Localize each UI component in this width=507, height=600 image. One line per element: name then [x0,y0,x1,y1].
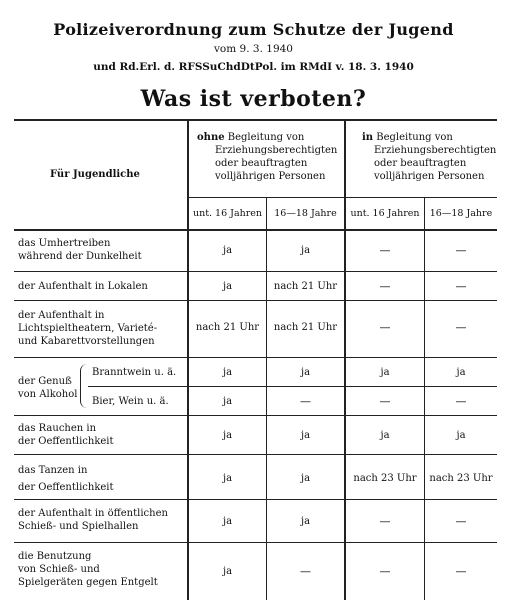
document-title: Polizeiverordnung zum Schutze der Jugend [53,20,454,39]
row-label: das Rauchen in der Oeffentlichkeit [18,423,114,447]
table-cell: — [455,565,467,578]
table-cell: ja [222,566,233,577]
table-cell: ja [222,396,233,407]
table-cell: — [379,244,391,257]
group-header-line: oder beauftragten [215,158,308,169]
table-cell: — [455,244,467,257]
table-cell: ja [456,367,466,378]
table-cell: — [300,395,311,408]
row-label: das Umhertreiben während der Dunkelheit [18,238,142,262]
row-label: der Aufenthalt in Lichtspieltheatern, Varieté- und Kabarettvorstellungen [18,310,158,347]
table-cell: nach 23 Uhr [353,473,417,484]
table-cell: — [379,321,391,334]
table-cell: nach 21 Uhr [195,322,260,333]
subheader-rule [188,197,497,198]
table-cell: — [455,395,467,408]
table-cell: ja [300,516,311,527]
group-header-line: in Begleitung von [362,132,453,143]
row-label: das Tanzen in der Oeffentlichkeit [18,465,114,493]
group-header-line: Erziehungsberechtigten [374,145,497,156]
table-cell: — [300,565,311,578]
table-cell: ja [300,367,311,378]
row-label: die Benutzung von Schieß- und Spielgeräten gegen Entgelt [18,551,158,588]
table-cell: — [455,515,467,528]
table-cell: nach 23 Uhr [429,473,493,484]
table-cell: ja [222,367,233,378]
table-cell: — [379,565,391,578]
table-cell: ja [456,430,466,441]
age-header: 16—18 Jahre [274,208,337,219]
table-cell: nach 21 Uhr [273,281,338,292]
table-cell: — [455,321,467,334]
section-heading: Was ist verboten? [140,86,367,112]
group-header-unaccompanied [197,131,337,183]
table-cell: — [379,395,391,408]
table-cell: ja [222,430,233,441]
age-header: 16—18 Jahre [429,208,493,219]
age-header: unt. 16 Jahren [350,208,420,219]
table-cell: ja [300,245,311,256]
row-label: Branntwein u. ä. [92,367,177,378]
document-subtitle-decree: und Rd.Erl. d. RFSSuChdDtPol. im RMdI v. 18. 3. 1940 [93,61,414,73]
table-top-rule [14,119,497,121]
table-cell: ja [300,473,311,484]
group-header-accompanied [362,131,497,183]
column-rule [344,120,346,600]
group-header-line: oder beauftragten [374,158,467,169]
group-header-line: volljährigen Personen [215,171,326,182]
group-header-line: volljährigen Personen [374,171,485,182]
table-cell: ja [380,430,390,441]
row-label: Bier, Wein u. ä. [92,396,169,407]
alcohol-group-label: der Genuß von Alkohol [18,376,78,400]
table-cell: ja [222,281,233,292]
column-rule [187,120,189,600]
group-header-line: Erziehungsberechtigten [215,145,338,156]
table-cell: — [455,280,467,293]
table-cell: ja [222,516,233,527]
age-header: unt. 16 Jahren [192,208,263,219]
table-cell: ja [380,367,390,378]
table-cell: — [379,280,391,293]
table-cell: ja [222,473,233,484]
table-cell: nach 21 Uhr [273,322,338,333]
row-label: der Aufenthalt in öffentlichen Schieß- und Spielhallen [18,508,168,532]
table-cell: ja [222,245,233,256]
group-header-line: ohne Begleitung von [197,132,305,143]
table-cell: ja [300,430,311,441]
document-subtitle-date: vom 9. 3. 1940 [214,43,293,55]
table-cell: — [379,515,391,528]
row-rule [88,386,497,387]
brace-icon [80,364,89,408]
row-label: der Aufenthalt in Lokalen [18,281,148,292]
row-header-label: Für Jugendliche [50,169,140,180]
